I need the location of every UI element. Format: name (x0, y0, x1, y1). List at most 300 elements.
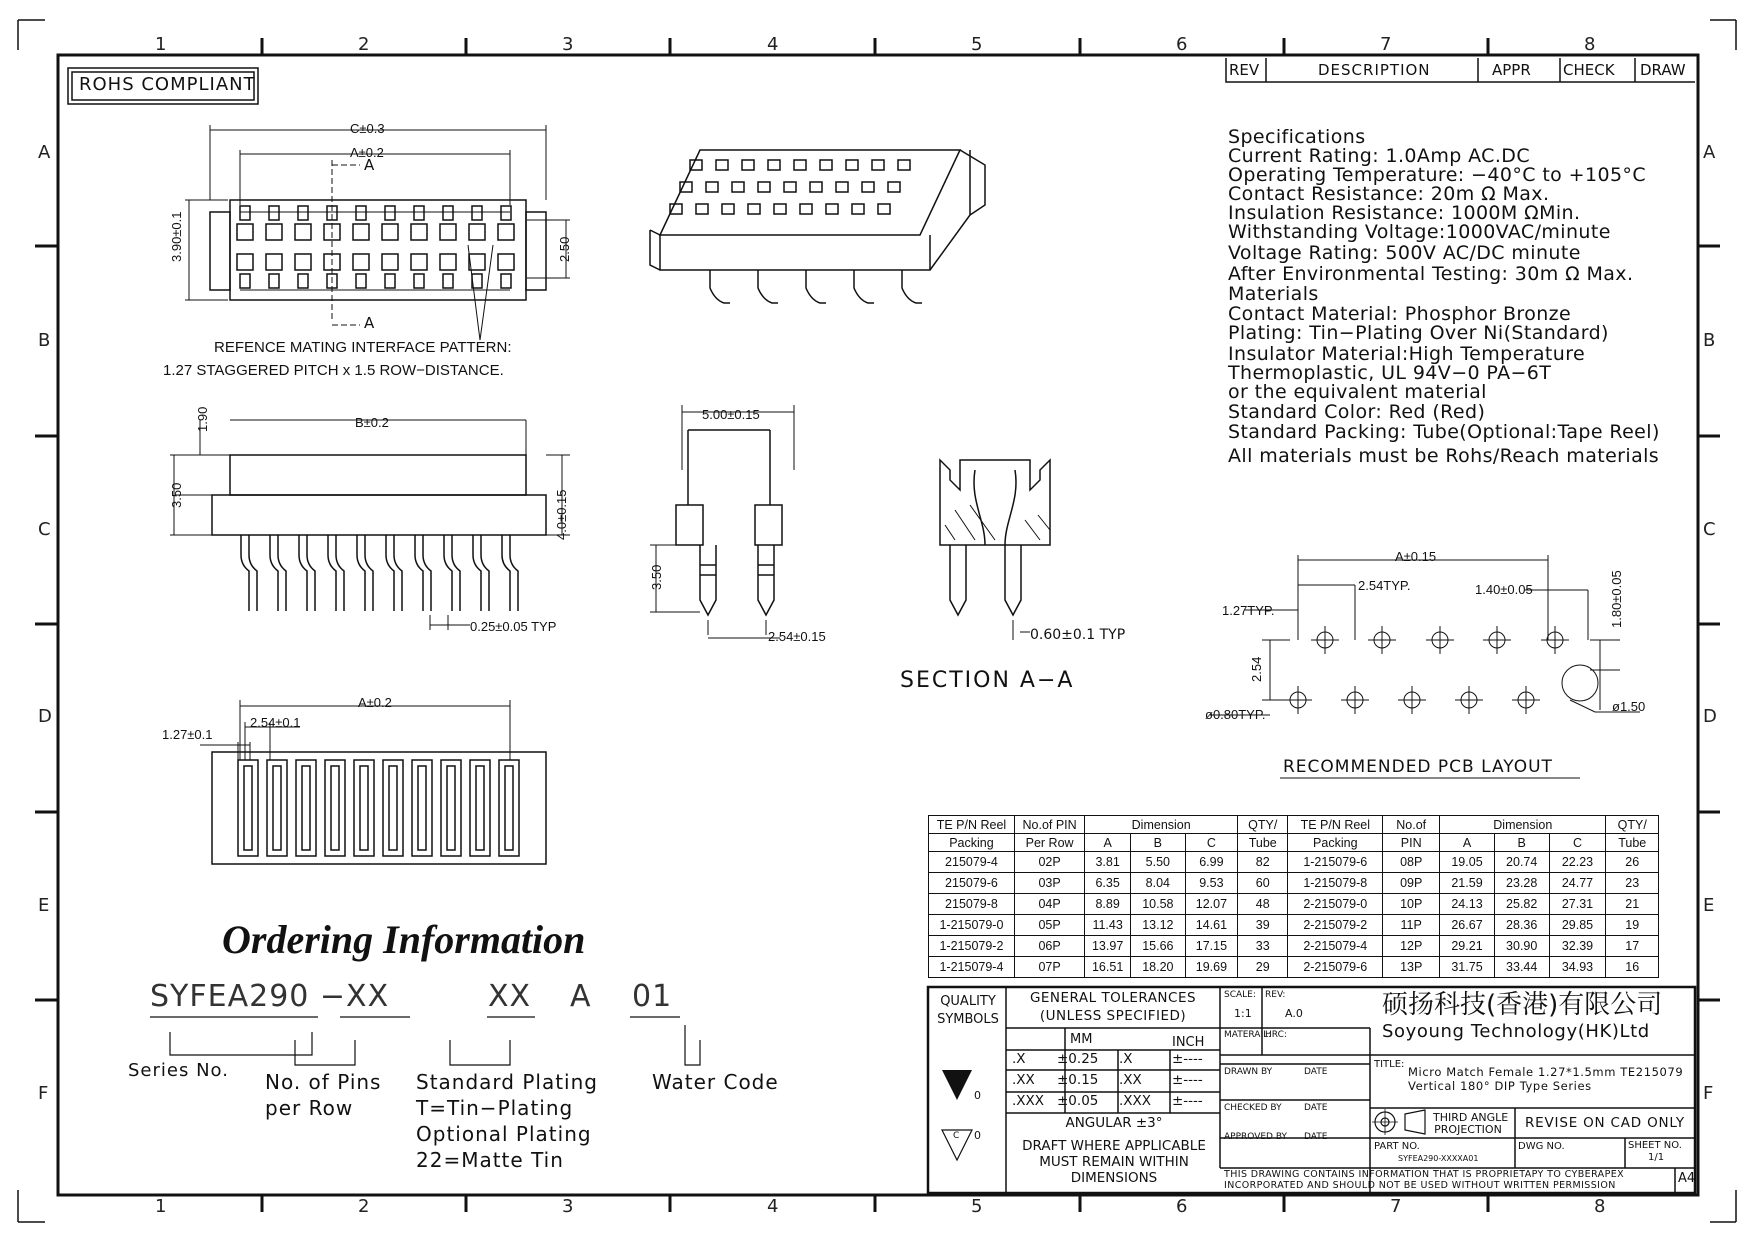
title-line-1: Micro Match Female 1.27*1.5mm TE215079 (1408, 1065, 1684, 1079)
company-en: Soyoung Technology(HK)Ltd (1382, 1021, 1650, 1042)
material-label: MATERAIL: (1224, 1030, 1272, 1040)
iso-cell (826, 204, 838, 214)
tolerance-note: DRAFT WHERE APPLICABLE MUST REMAIN WITHIN DIMENSIONS (1022, 1138, 1206, 1186)
iso-view (650, 150, 985, 303)
row-c-right: C (1703, 519, 1716, 540)
iso-cell (852, 204, 864, 214)
col-1-bottom: 1 (155, 1196, 167, 1217)
quality-symbol-1-value: 0 (974, 1089, 981, 1102)
table-subheader: Packing (929, 834, 1015, 852)
paper-size: A4 (1678, 1171, 1696, 1186)
top-pin-pad (498, 224, 514, 240)
iso-cell (784, 182, 796, 192)
rev-col-rev: REV (1229, 61, 1260, 79)
table-cell: 23 (1606, 873, 1659, 894)
spec-line: Specifications (1228, 126, 1366, 148)
bottom-pin (238, 760, 258, 856)
side-leg (270, 535, 286, 611)
ordering-plating-2: T=Tin−Plating (416, 1096, 574, 1120)
checked-date-label: DATE (1304, 1103, 1328, 1113)
table-cell: 26 (1606, 852, 1659, 873)
table-cell: 1-215079-8 (1288, 873, 1383, 894)
top-pin-pad (411, 254, 427, 270)
pcb-dim-pitch: 2.54TYP. (1358, 578, 1411, 593)
ordering-plating-3: Optional Plating (416, 1122, 592, 1146)
approved-date-label: DATE (1304, 1132, 1328, 1142)
dim-pin-width: 0.25±0.05 TYP (470, 619, 557, 634)
side-view-housing (230, 455, 526, 495)
dim-pitch: 2.54±0.1 (250, 715, 301, 730)
third-angle-1: THIRD ANGLE (1433, 1111, 1509, 1124)
scale-label: SCALE: (1224, 990, 1256, 1000)
top-pin (356, 274, 366, 288)
table-cell: 05P (1014, 915, 1084, 936)
revise-cad-label: REVISE ON CAD ONLY (1525, 1115, 1685, 1131)
company-cn: 硕扬科技(香港)有限公司 (1382, 990, 1663, 1020)
pcb-layout (1210, 555, 1640, 715)
iso-cell (732, 182, 744, 192)
table-cell: 2-215079-0 (1288, 894, 1383, 915)
col-4-top: 4 (767, 34, 779, 55)
third-angle-2: PROJECTION (1434, 1123, 1502, 1136)
table-cell: 29.85 (1549, 915, 1606, 936)
table-cell: 1-215079-0 (929, 915, 1015, 936)
tolerance-cell: ±---- (1172, 1093, 1203, 1109)
table-subheader: Tube (1238, 834, 1288, 852)
table-cell: 215079-6 (929, 873, 1015, 894)
dim-end-width: 5.00±0.15 (702, 407, 760, 422)
top-pin (240, 274, 250, 288)
tolerance-cell: .XXX (1012, 1093, 1045, 1109)
bottom-pin (499, 760, 519, 856)
tolerance-cell: ±0.25 (1057, 1051, 1099, 1067)
top-pin-pad (382, 224, 398, 240)
table-cell: 2-215079-2 (1288, 915, 1383, 936)
drawn-by-label: DRAWN BY (1224, 1067, 1273, 1077)
bottom-pin-core (447, 766, 455, 850)
dwg-no-label: DWG NO. (1518, 1141, 1565, 1152)
proprietary-2: INCORPORATED AND SHOULD NOT BE USED WITHOUT WRITTEN PERMISSION (1224, 1180, 1616, 1191)
table-row (929, 957, 1659, 978)
table-subheader: A (1085, 834, 1131, 852)
iso-cell (794, 160, 806, 170)
table-cell: 8.89 (1085, 894, 1131, 915)
table-cell: 17 (1606, 936, 1659, 957)
ordering-pins-label-2: per Row (265, 1096, 354, 1120)
iso-cell (768, 160, 780, 170)
ordering-pins-label-1: No. of Pins (265, 1070, 382, 1094)
top-pin-pad (295, 224, 311, 240)
end-view (650, 405, 794, 638)
table-cell: 215079-4 (929, 852, 1015, 873)
rohs-label: ROHS COMPLIANT (79, 74, 256, 95)
bottom-pin-core (302, 766, 310, 850)
top-pin (501, 206, 511, 220)
table-cell: 21 (1606, 894, 1659, 915)
bottom-pin (325, 760, 345, 856)
table-cell: 29 (1238, 957, 1288, 978)
part-no-label: PART NO. (1374, 1141, 1420, 1152)
ordering-water-label: Water Code (652, 1070, 779, 1094)
iso-cell (742, 160, 754, 170)
spec-line: Materials (1228, 283, 1319, 305)
bottom-pin-core (360, 766, 368, 850)
iso-cell (722, 204, 734, 214)
tolerance-cell: .XX (1012, 1072, 1035, 1088)
top-pin-pad (411, 224, 427, 240)
quality-symbol-2-value: 0 (974, 1129, 981, 1142)
dim-height: 3.90±0.1 (169, 211, 184, 262)
row-b-left: B (38, 330, 51, 351)
top-pin-pad (237, 224, 253, 240)
table-cell: 02P (1014, 852, 1084, 873)
quality-symbols-label: QUALITY SYMBOLS (937, 994, 999, 1027)
spec-line: Operating Temperature: −40°C to +105°C (1228, 164, 1646, 186)
spec-line: Insulator Material:High Temperature (1228, 343, 1586, 365)
table-cell: 10P (1383, 894, 1440, 915)
col-1-top: 1 (155, 34, 167, 55)
table-cell: 31.75 (1440, 957, 1495, 978)
side-leg (415, 535, 431, 611)
table-cell: 21.59 (1440, 873, 1495, 894)
table-cell: 06P (1014, 936, 1084, 957)
iso-cell (774, 204, 786, 214)
row-a-right: A (1703, 142, 1716, 163)
col-3-bottom: 3 (562, 1196, 574, 1217)
table-cell: 03P (1014, 873, 1084, 894)
table-cell: 6.99 (1185, 852, 1237, 873)
table-cell: 17.15 (1185, 936, 1237, 957)
side-leg (328, 535, 344, 611)
iso-cell (846, 160, 858, 170)
pcb-hole-cross (1398, 686, 1426, 714)
bottom-pin-core (505, 766, 513, 850)
top-pin-pad (382, 254, 398, 270)
spec-line: or the equivalent material (1228, 381, 1487, 403)
iso-cell (696, 204, 708, 214)
iso-cell (836, 182, 848, 192)
side-leg (444, 535, 460, 611)
top-pin (240, 206, 250, 220)
spec-line: Current Rating: 1.0Amp AC.DC (1228, 145, 1530, 167)
ordering-code-water: 01 (632, 979, 673, 1014)
top-pin-pad (266, 224, 282, 240)
table-subheader: A (1440, 834, 1495, 852)
bottom-pin (470, 760, 490, 856)
table-cell: 48 (1238, 894, 1288, 915)
row-c-left: C (38, 519, 51, 540)
tolerance-header-1: GENERAL TOLERANCES (1029, 990, 1197, 1006)
table-cell: 16.51 (1085, 957, 1131, 978)
iso-cell (862, 182, 874, 192)
col-3-top: 3 (562, 34, 574, 55)
table-cell: 24.13 (1440, 894, 1495, 915)
top-pin (414, 274, 424, 288)
pcb-dim-row-distance: 2.54 (1249, 656, 1264, 682)
ordering-plating-1: Standard Plating (416, 1070, 598, 1094)
col-7-bottom: 7 (1390, 1196, 1402, 1217)
spec-line: All materials must be Rohs/Reach materials (1228, 445, 1660, 467)
table-cell: 1-215079-2 (929, 936, 1015, 957)
title-line-2: Vertical 180° DIP Type Series (1408, 1079, 1592, 1093)
bottom-pin (441, 760, 461, 856)
col-7-top: 7 (1380, 34, 1392, 55)
top-pin-pad (353, 254, 369, 270)
sheet-no-label: SHEET NO. (1628, 1140, 1682, 1151)
pcb-dim-pad: 1.40±0.05 (1475, 582, 1533, 597)
spec-line: Contact Material: Phosphor Bronze (1228, 303, 1572, 325)
table-header: TE P/N Reel (929, 816, 1015, 834)
dim-stagger: 1.27±0.1 (162, 727, 213, 742)
side-leg (357, 535, 373, 611)
pcb-hole-cross (1541, 626, 1569, 654)
quality-symbol-filled (942, 1070, 972, 1100)
table-cell: 215079-8 (929, 894, 1015, 915)
side-leg (473, 535, 489, 611)
bottom-pin-core (389, 766, 397, 850)
tolerance-cell: .XX (1119, 1072, 1142, 1088)
table-subheader: B (1494, 834, 1549, 852)
spec-line: Insulation Resistance: 1000M ΩMin. (1228, 202, 1581, 224)
iso-leg (854, 270, 874, 303)
table-cell: 12P (1383, 936, 1440, 957)
pcb-large-hole (1562, 665, 1598, 701)
dim-a-bottom: A±0.2 (358, 695, 392, 710)
table-cell: 13.12 (1131, 915, 1186, 936)
iso-leg (902, 270, 922, 303)
pcb-hole-cross (1512, 686, 1540, 714)
tolerance-header-2: (UNLESS SPECIFIED) (1039, 1008, 1187, 1024)
pcb-hole-cross (1455, 686, 1483, 714)
table-cell: 15.66 (1131, 936, 1186, 957)
table-subheader: C (1185, 834, 1237, 852)
col-5-bottom: 5 (971, 1196, 983, 1217)
tolerance-cell: ±0.05 (1057, 1093, 1099, 1109)
table-cell: 6.35 (1085, 873, 1131, 894)
table-cell: 30.90 (1494, 936, 1549, 957)
ordering-code-series: SYFEA290 −XX (150, 979, 390, 1014)
table-cell: 34.93 (1549, 957, 1606, 978)
dim-b: B±0.2 (355, 415, 389, 430)
col-2-bottom: 2 (358, 1196, 370, 1217)
tolerance-cell: ±---- (1172, 1051, 1203, 1067)
iso-cell (888, 182, 900, 192)
col-8-top: 8 (1584, 34, 1596, 55)
side-leg (386, 535, 402, 611)
tolerance-mm: MM (1070, 1032, 1093, 1047)
row-f-right: F (1703, 1083, 1714, 1104)
table-cell: 27.31 (1549, 894, 1606, 915)
iso-cell (800, 204, 812, 214)
table-cell: 11P (1383, 915, 1440, 936)
side-leg (299, 535, 315, 611)
table-cell: 5.50 (1131, 852, 1186, 873)
top-pin (501, 274, 511, 288)
ordering-series-label: Series No. (128, 1060, 229, 1081)
ordering-plating-4: 22=Matte Tin (416, 1148, 564, 1172)
col-5-top: 5 (971, 34, 983, 55)
table-cell: 11.43 (1085, 915, 1131, 936)
spec-line: Voltage Rating: 500V AC/DC minute (1228, 242, 1581, 264)
dim-section-pin: 0.60±0.1 TYP (1030, 627, 1126, 643)
row-e-left: E (38, 895, 50, 916)
table-cell: 28.36 (1494, 915, 1549, 936)
table-cell: 18.20 (1131, 957, 1186, 978)
table-cell: 32.39 (1549, 936, 1606, 957)
table-header: QTY/ (1238, 816, 1288, 834)
table-cell: 60 (1238, 873, 1288, 894)
pcb-dim-row: 1.80±0.05 (1609, 570, 1624, 628)
iso-leg (758, 270, 778, 303)
top-pin-pad (237, 254, 253, 270)
note-line-2: 1.27 STAGGERED PITCH x 1.5 ROW−DISTANCE. (163, 362, 504, 379)
col-4-bottom: 4 (767, 1196, 779, 1217)
table-cell: 3.81 (1085, 852, 1131, 873)
table-cell: 23.28 (1494, 873, 1549, 894)
pcb-hole-cross (1483, 626, 1511, 654)
section-marker-bottom: A (364, 314, 375, 332)
table-subheader: Per Row (1014, 834, 1084, 852)
iso-cell (706, 182, 718, 192)
iso-cell (748, 204, 760, 214)
table-subheader: Tube (1606, 834, 1659, 852)
table-cell: 22.23 (1549, 852, 1606, 873)
table-header: No.of (1383, 816, 1440, 834)
top-pin-pad (498, 254, 514, 270)
table-cell: 04P (1014, 894, 1084, 915)
tolerance-angular: ANGULAR ±3° (1065, 1115, 1163, 1131)
table-cell: 19.69 (1185, 957, 1237, 978)
table-cell: 1-215079-4 (929, 957, 1015, 978)
bottom-pin-core (244, 766, 252, 850)
pcb-dim-typ: 1.27TYP. (1222, 603, 1275, 618)
table-cell: 10.58 (1131, 894, 1186, 915)
bottom-pin-core (476, 766, 484, 850)
spec-line: Plating: Tin−Plating Over Ni(Standard) (1228, 322, 1609, 344)
rev-label: REV: (1265, 990, 1286, 1000)
spec-line: Standard Color: Red (Red) (1228, 401, 1486, 423)
table-header: Dimension (1085, 816, 1238, 834)
row-e-right: E (1703, 895, 1715, 916)
spec-line: Standard Packing: Tube(Optional:Tape Reel) (1228, 421, 1660, 443)
table-cell: 29.21 (1440, 936, 1495, 957)
iso-cell (820, 160, 832, 170)
spec-line: After Environmental Testing: 30m Ω Max. (1228, 263, 1634, 285)
dim-1-90: 1.90 (195, 406, 210, 432)
table-cell: 8.04 (1131, 873, 1186, 894)
dim-3-50: 3.50 (169, 482, 184, 508)
pcb-dim-a: A±0.15 (1395, 549, 1437, 564)
iso-cell (716, 160, 728, 170)
top-pin (385, 274, 395, 288)
table-cell: 12.07 (1185, 894, 1237, 915)
table-row (929, 915, 1659, 936)
top-pin (269, 274, 279, 288)
part-table (928, 815, 1659, 978)
section-a-a (940, 460, 1050, 640)
iso-cell (878, 204, 890, 214)
quality-symbol-2-letter: C (953, 1131, 960, 1141)
spec-line: Contact Resistance: 20m Ω Max. (1228, 183, 1550, 205)
col-6-bottom: 6 (1176, 1196, 1188, 1217)
row-d-right: D (1703, 706, 1717, 727)
top-pin (472, 206, 482, 220)
side-leg (502, 535, 518, 611)
table-cell: 9.53 (1185, 873, 1237, 894)
hrc-label: HRC: (1265, 1030, 1287, 1040)
ordering-title: Ordering Information (222, 917, 586, 962)
table-cell: 2-215079-6 (1288, 957, 1383, 978)
bottom-pin (412, 760, 432, 856)
top-pin-pad (353, 224, 369, 240)
top-pin (385, 206, 395, 220)
rev-col-description: DESCRIPTION (1318, 61, 1431, 79)
top-pin-pad (440, 224, 456, 240)
top-pin (443, 274, 453, 288)
pcb-hole-cross (1368, 626, 1396, 654)
table-cell: 24.77 (1549, 873, 1606, 894)
bottom-pin-core (418, 766, 426, 850)
top-pin (298, 206, 308, 220)
table-row (929, 894, 1659, 915)
top-pin-pad (469, 224, 485, 240)
table-cell: 25.82 (1494, 894, 1549, 915)
table-header: No.of PIN (1014, 816, 1084, 834)
table-cell: 09P (1383, 873, 1440, 894)
bottom-view-body (212, 752, 546, 864)
dim-row: 2.50 (557, 236, 572, 262)
rev-col-check: CHECK (1563, 61, 1615, 79)
tolerance-cell: .XXX (1119, 1093, 1152, 1109)
title-label: TITLE: (1374, 1059, 1405, 1070)
checked-by-label: CHECKED BY (1224, 1103, 1282, 1113)
table-cell: 82 (1238, 852, 1288, 873)
table-header: TE P/N Reel (1288, 816, 1383, 834)
proprietary-1: THIS DRAWING CONTAINS INFORMATION THAT IS PROPRIETAPY TO CYBERAPEX (1224, 1169, 1625, 1180)
ordering-code-pins: XX (488, 979, 532, 1014)
iso-leg (710, 270, 730, 303)
table-row (929, 852, 1659, 873)
table-row (929, 873, 1659, 894)
sheet-no-value: 1/1 (1648, 1152, 1665, 1163)
bottom-pin (383, 760, 403, 856)
spec-line: Withstanding Voltage:1000VAC/minute (1228, 221, 1611, 243)
pcb-hole-cross (1311, 626, 1339, 654)
dim-end-height: 3.50 (649, 564, 664, 590)
table-cell: 13P (1383, 957, 1440, 978)
table-subheader: B (1131, 834, 1186, 852)
top-pin (298, 274, 308, 288)
rev-col-appr: APPR (1492, 61, 1531, 79)
top-pin (356, 206, 366, 220)
row-f-left: F (38, 1083, 49, 1104)
table-cell: 39 (1238, 915, 1288, 936)
ordering-leaders (150, 1017, 700, 1065)
row-b-right: B (1703, 330, 1716, 351)
bottom-pin-core (273, 766, 281, 850)
drawn-date-label: DATE (1304, 1067, 1328, 1077)
table-subheader: C (1549, 834, 1606, 852)
table-cell: 20.74 (1494, 852, 1549, 873)
table-cell: 33.44 (1494, 957, 1549, 978)
iso-cell (872, 160, 884, 170)
top-pin-pad (469, 254, 485, 270)
iso-cell (898, 160, 910, 170)
dim-a: A±0.2 (350, 145, 384, 160)
row-a-left: A (38, 142, 51, 163)
pcb-hole-cross (1426, 626, 1454, 654)
top-pin (443, 206, 453, 220)
